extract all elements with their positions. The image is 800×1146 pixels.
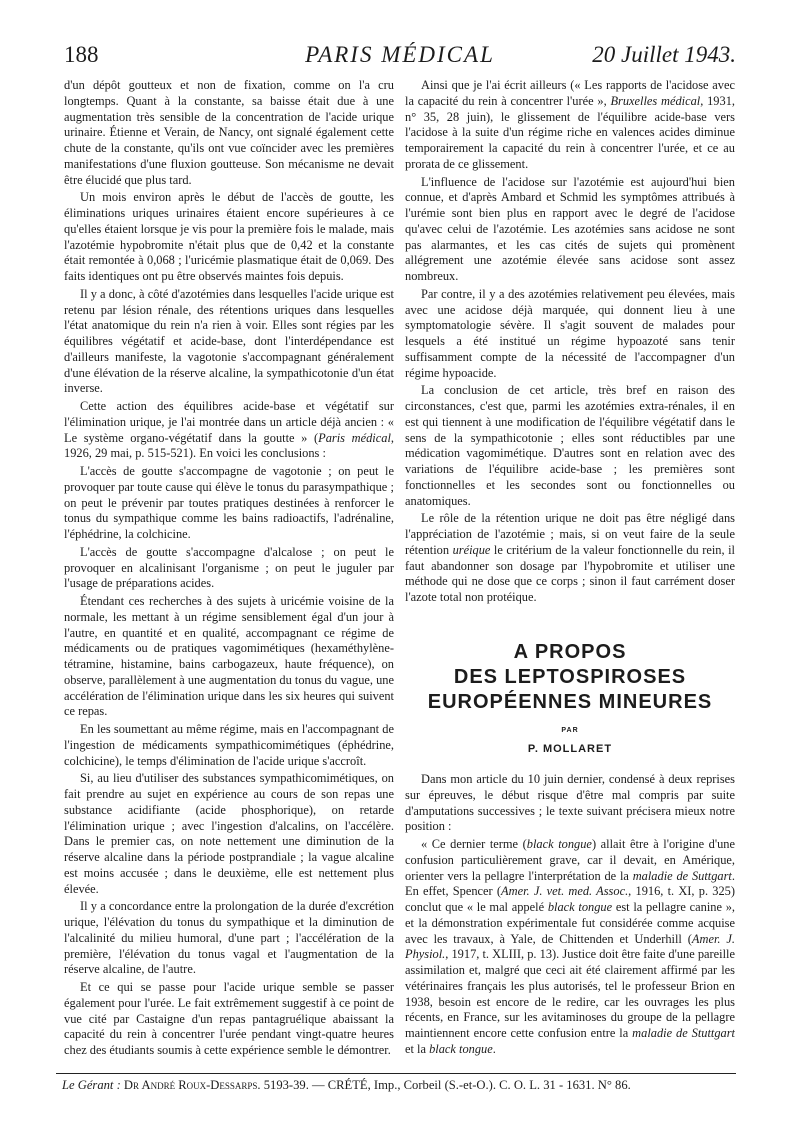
- title-line: EUROPÉENNES MINEURES: [427, 691, 713, 713]
- text-run: est la pellagre canine », et la démonstration expérimentale fut considérée comme acquise avec les travaux, à Yale, de Chittenden et Underhill (: [405, 900, 735, 946]
- paragraph: Si, au lieu d'utiliser des substances sympathicomimétiques, on fait prendre au sujet en expérience au cours de son repas une substance acidifiante (acide phosphorique), on retarde l'élimination urique ; avec l'ingestion d'alcalins, on l'accélère. Dans le premier cas, on note nettement une diminution de la réserve alcaline dans la période postprandiale ; la vague alcaline est moins accusée ; dans le deuxième, elle est nettement plus élevée.: [64, 771, 394, 896]
- paragraph: La conclusion de cet article, très bref en raison des circonstances, c'est que, parmi les azotémies extra-rénales, il en est qui tiennent à une modification de l'équilibre végétatif dans le sens de la sympathicotonie ; elles sont réductibles par une médication vagomimétique. D'autres sont en relation avec des variations de l'équilibre acide-base ; les premières sont fonctionnelles et les secondes sont ou fonctionnelles ou anatomiques.: [405, 383, 735, 508]
- paragraph: Il y a donc, à côté d'azotémies dans lesquelles l'acide urique est retenu par lésion rénale, des rétentions uriques dans lesquelles l'état anatomique du rein n'a rien à voir. Elles sont régies par les équilibres végétatif et acide-base, dont l'interdépendance est d'ailleurs manifeste, la vagotonie s'accompagnant généralement d'une élévation de la réserve alcaline, la sympathicotonie d'un état inverse.: [64, 286, 394, 396]
- emphasis: black tongue: [526, 837, 592, 851]
- text-run: le critérium de la valeur fonctionnelle du rein, il faut abandonner son dosage par l'hypobromite et utiliser une méthode qui ne dose que ce corps ; sinon il faut carrément doser l'azote total non protéique.: [405, 542, 735, 604]
- emphasis: maladie de Suttgart: [632, 868, 732, 883]
- paragraph: Étendant ces recherches à des sujets à uricémie voisine de la normale, les mettant à un régime sensiblement égal d'un jour à l'autre, en quantité et en qualité, accompagnant ce régime de médicaments ou de pratiques vagomimétiques (hexaméthylène-tétramine, histamine, bains carbogazeux, haute fréquence), on observe, parallèlement à une augmentation du tonus du vague, une accélération de l'élimination urique dans les six heures qui suivent ce repas.: [64, 594, 394, 719]
- right-column: [405, 78, 735, 606]
- article-body: [405, 772, 735, 1070]
- text-run: , 1916, t. XI, p. 325) conclut que « le mal appelé: [405, 884, 735, 914]
- text-run: « Ce dernier terme (: [421, 837, 527, 851]
- text-run: . En effet, Spencer (: [405, 868, 735, 899]
- text-run: , 1917, t. XLIII, p. 13). Justice doit être faite d'une pareille assimilation et, malgré que ceci ait été clairement affirmé par les vétérinaires français les plus autorisés, tel le professeur Brion en 1938, besoin est encore de le redire, car les ouvrages les plus récents, en France, sur les avitaminoses du groupe de la pellagre maintiennent encore cette confusion entre la: [405, 947, 735, 1040]
- paragraph: Par contre, il y a des azotémies relativement peu élevées, mais avec une acidose déjà marquée, qui donnent lieu à une symptomatologie sévère. Il s'agit souvent de malades pour lesquels a été institué un régime hypoazoté sans tenir suffisamment compte de la nécessité de l'accompagner d'un régime hypoacide.: [405, 286, 735, 380]
- emphasis: black tongue: [547, 900, 613, 914]
- paragraph: Et ce qui se passe pour l'acide urique semble se passer également pour l'urée. Le fait extrêmement suggestif à ce point de vue cité par Castaigne d'un repas pantagruélique abaissant la capacité du rein à concentrer l'urée pendant vingt-quatre heures chez des étudiants soumis à cette expérience semble le démontrer.: [64, 980, 394, 1057]
- paragraph: [405, 837, 735, 1058]
- page-number: 188: [64, 42, 99, 67]
- paragraph: d'un dépôt goutteux et non de fixation, comme on l'a cru longtemps. Quant à la constante, sa baisse était due à une augmentation très sensible de la concentration de l'acide urique urinaire. Étienne et Verain, de Nancy, ont signalé également cette chute de la constante, qu'ils ont vue coïncider avec les premières manifestations d'une fluxion goutteuse. Son mécanisme ne devait être élucidé que plus tard.: [64, 78, 394, 187]
- paragraph: [64, 399, 394, 462]
- paragraph: Il y a concordance entre la prolongation de la durée d'excrétion urique, l'élévation du tonus du sympathique et la diminution de l'alcalinité du milieu humoral, d'une part ; l'accélération de la première, l'élévation du tonus vagal et l'augmentation de la réserve alcaline, de l'autre.: [64, 899, 394, 977]
- text-run: Le rôle de la rétention urique ne doit pas être négligé dans l'appréciation de l'azotémie ; mais, si on veut faire de la seule rétention: [405, 511, 735, 557]
- paragraph: L'accès de goutte s'accompagne d'alcalose ; on peut le provoquer en alcalinisant l'organisme ; on peut le juguler par l'usage de préparations acides.: [64, 544, 394, 591]
- imprint-footer: [62, 1078, 740, 1093]
- citation-journal: Amer. J. Physiol.: [405, 931, 735, 962]
- emphasis: maladie de Stuttgart: [632, 1026, 735, 1040]
- paragraph: L'accès de goutte s'accompagne de vagotonie ; on peut le provoquer par toute cause qui élève le tonus du parasympathique ; on peut le prévenir par toutes pratiques destinées à renforcer le tonus du sympathique comme les bains radioactifs, l'adrénaline, l'éphédrine, la colchicine.: [64, 464, 394, 541]
- footer-imprint: 5193-39. — CRÉTÉ, Imp., Corbeil (S.-et-O.). C. O. L. 31 - 1631. N° 86.: [260, 1078, 631, 1092]
- paragraph: Dans mon article du 10 juin dernier, condensé à deux reprises sur épreuves, le début risque d'être mal compris par suite d'amputations successives ; le texte suivant précisera mieux notre position :: [405, 772, 735, 834]
- issue-date: 20 Juillet 1943.: [592, 42, 736, 67]
- text-run: Ainsi que je l'ai écrit ailleurs (« Les rapports de l'acidose avec la capacité du rein à concentrer l'urée »,: [405, 78, 735, 108]
- emphasis: black tongue: [429, 1041, 493, 1056]
- text-run: Cette action des équilibres acide-base et végétatif sur l'élimination urique, je l'ai montrée dans un article déjà ancien : « Le système organo-végétatif dans la goutte » (: [64, 399, 394, 445]
- text-run: ) allait être à l'origine d'une confusion particulièrement grave, car il devait, en Amérique, orienter vers la pellagre l'interprétation de la: [405, 837, 735, 883]
- text-run: , 1926, 29 mai, p. 515-521). En voici les conclusions :: [64, 430, 394, 461]
- paragraph: En les soumettant au même régime, mais en l'accompagnant de l'ingestion de médicaments sympathicomimétiques (éphédrine, colchicine), le temps d'élimination de l'acide urique s'accroît.: [64, 722, 394, 768]
- journal-title: PARIS MÉDICAL: [305, 42, 495, 67]
- paragraph: L'influence de l'acidose sur l'azotémie est aujourd'hui bien connue, et d'après Ambard et Schmid les symptômes attribués à l'urémie sont bien plus en rapport avec le degré de l'acidose qu'avec celui de l'azotémie. Les azotémies sans acidose ne sont pas alarmantes, et les cas cités de sujets qui promènent allégrement une azotémie élevée sans acidose sont assez nombreux.: [405, 174, 735, 283]
- citation-journal: Amer. J. vet. med. Assoc.: [501, 884, 629, 899]
- footer-label: Le Gérant :: [62, 1078, 121, 1092]
- text-run: et la: [405, 1041, 430, 1056]
- paragraph: [405, 78, 735, 173]
- footer-manager-name: Dr André Roux-Dessarps.: [123, 1078, 261, 1092]
- title-line: DES LEPTOSPIROSES: [453, 666, 687, 688]
- left-column: [64, 78, 394, 1068]
- paragraph: [405, 511, 735, 606]
- footer-rule: [56, 1073, 736, 1074]
- text-run: .: [492, 1041, 496, 1056]
- citation-journal: Paris médical: [318, 430, 391, 445]
- byline-par: PAR: [561, 727, 579, 734]
- emphasis: uréique: [452, 542, 491, 557]
- text-run: , 1931, n° 35, 28 juin), le glissement de l'équilibre acide-base vers l'acidose à la suite d'un régime riche en valences acides diminue temporairement la capacité du rein à concentrer l'urée, et ce au prorata de ce glissement.: [405, 93, 735, 171]
- title-line: A PROPOS: [513, 641, 627, 663]
- paragraph: Un mois environ après le début de l'accès de goutte, les éliminations uriques urinaires étaient encore supérieures à ce qu'elles étaient lorsque je vis pour la première fois le malade, mais l'azotémie hypobromite n'était plus que de 0,42 et la constante était remontée à 0,068 ; l'uricémie plasmatique était de 0,069. Des faits identiques ont pu être observés maintes fois depuis.: [64, 190, 394, 283]
- citation-journal: Bruxelles médical: [610, 93, 701, 108]
- article-title: [405, 640, 735, 715]
- article-author: P. MOLLARET: [527, 743, 613, 755]
- running-header: [64, 42, 736, 76]
